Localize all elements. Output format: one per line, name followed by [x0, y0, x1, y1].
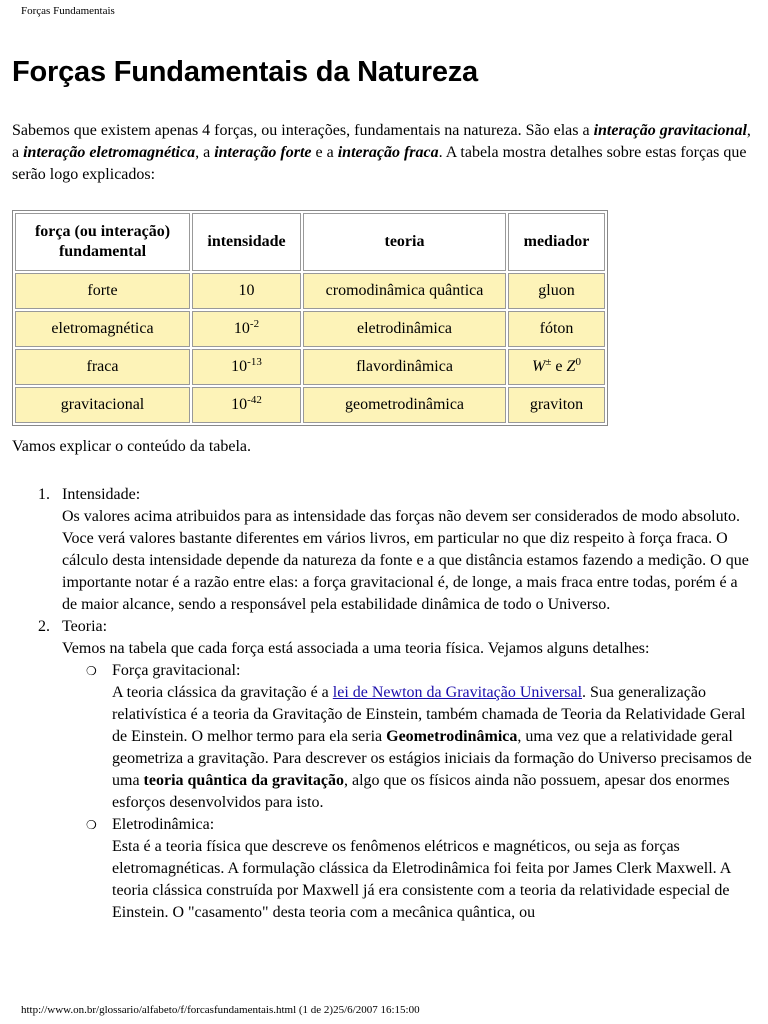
intro-text: . A tabela mostra detalhes sobre estas forças que serão logo explicados: — [12, 144, 747, 183]
footer-url: http://www.on.br/glossario/alfabeto/f/forcasfundamentais.html (1 de 2)25/6/2007 16:15:00 — [21, 1004, 420, 1016]
intro-bold-gravitational: interação gravitacional — [593, 122, 747, 139]
page-title: Forças Fundamentais da Natureza — [12, 56, 478, 88]
sub-bold-quantum-gravity: teoria quântica da gravitação — [143, 772, 344, 789]
list-item-title: Teoria: — [62, 618, 108, 635]
intro-text: e a — [311, 144, 338, 161]
header-mediator: mediador — [508, 213, 605, 271]
intro-bold-electromagnetic: interação eletromagnética — [23, 144, 196, 161]
intensity-base: 10 — [238, 282, 255, 299]
table-row — [15, 349, 605, 385]
forces-table — [12, 210, 608, 426]
cell-force: eletromagnética — [15, 311, 190, 347]
sub-item-text: Esta é a teoria física que descreve os fenômenos elétricos e magnéticos, ou seja as forças eletromagnéticas. A formulação clássica da Eletrodinâmica foi feita por James Clerk Maxwell. A teoria clássica construída por Maxwell já era consistente com a teoria da relatividade especial de Einstein. O "casamento" desta teoria com a mecânica quântica, ou — [112, 838, 731, 921]
cell-force: gravitacional — [15, 387, 190, 423]
table-row — [15, 311, 605, 347]
intro-text: , a — [195, 144, 215, 161]
list-number: 2. — [38, 618, 50, 635]
cell-theory: cromodinâmica quântica — [303, 273, 506, 309]
intensity-exponent: -42 — [247, 394, 262, 406]
header-title: Forças Fundamentais — [21, 5, 115, 17]
list-item-text: Os valores acima atribuidos para as intensidade das forças não devem ser considerados de modo absoluto. Voce verá valores bastante diferentes em vários livros, em particular no que diz respeito à força fraca. O cálculo desta intensidade depende da natureza da fonte e a que distância estamos fazendo a medição. O que importante notar é a razão entre elas: a força gravitacional é, de longe, a mais fraca entre todas, porém é a de maior alcance, sendo a responsável pela estabilidade dinâmica de todo o Universo. — [62, 508, 749, 613]
sub-item-electrodynamics — [62, 814, 754, 924]
list-item-intensity — [12, 484, 754, 616]
cell-intensity — [192, 349, 301, 385]
list-item-theory — [12, 616, 754, 924]
explain-text: Vamos explicar o conteúdo da tabela. — [12, 438, 252, 455]
cell-intensity — [192, 311, 301, 347]
cell-intensity — [192, 387, 301, 423]
sub-item-title: Eletrodinâmica: — [112, 816, 215, 833]
list-item-title: Intensidade: — [62, 486, 141, 503]
cell-mediator: graviton — [508, 387, 605, 423]
mediator-w: W — [532, 358, 546, 375]
cell-force: fraca — [15, 349, 190, 385]
cell-mediator: gluon — [508, 273, 605, 309]
intro-paragraph — [12, 120, 752, 186]
sub-text: A teoria clássica da gravitação é a — [112, 684, 333, 701]
header-intensity: intensidade — [192, 213, 301, 271]
cell-mediator: fóton — [508, 311, 605, 347]
mediator-z: Z — [566, 358, 576, 375]
cell-intensity — [192, 273, 301, 309]
cell-theory: eletrodinâmica — [303, 311, 506, 347]
intro-bold-strong: interação forte — [214, 144, 312, 161]
intensity-exponent: -2 — [249, 318, 260, 330]
mediator-and: e — [551, 358, 567, 375]
intro-text: , a — [12, 122, 751, 161]
intro-bold-weak: interação fraca — [337, 144, 439, 161]
cell-force: forte — [15, 273, 190, 309]
cell-theory: flavordinâmica — [303, 349, 506, 385]
cell-mediator — [508, 349, 605, 385]
sub-text: . Sua generalização relativística é a teoria da Gravitação de Einstein, também chamada de Teoria da Relatividade Geral de Einstein. O melhor termo para ela seria — [112, 684, 746, 745]
sub-item-gravitational — [62, 660, 754, 814]
cell-theory: geometrodinâmica — [303, 387, 506, 423]
list-item-text: Vemos na tabela que cada força está associada a uma teoria física. Vejamos alguns detalhes: — [62, 640, 650, 657]
intensity-base: 10 — [233, 320, 250, 337]
circle-bullet-icon: ❍ — [86, 818, 97, 832]
list-number: 1. — [38, 486, 50, 503]
table-row — [15, 387, 605, 423]
mediator-w-charge: ± — [545, 356, 552, 368]
theory-sub-list — [62, 660, 754, 924]
header-force: força (ou interação) fundamental — [15, 213, 190, 271]
mediator-z-charge: 0 — [575, 356, 581, 368]
circle-bullet-icon: ❍ — [86, 664, 97, 678]
table-row — [15, 273, 605, 309]
intensity-base: 10 — [231, 396, 248, 413]
sub-bold-geometrodynamics: Geometrodinâmica — [386, 728, 518, 745]
newton-gravitation-link[interactable]: lei de Newton da Gravitação Universal — [332, 684, 583, 701]
intro-text: Sabemos que existem apenas 4 forças, ou interações, fundamentais na natureza. São elas a — [12, 122, 594, 139]
sub-text: , algo que os físicos ainda não possuem, apesar dos enormes esforços desenvolvidos para isto. — [112, 772, 730, 811]
table-header-row — [15, 213, 605, 271]
header-theory: teoria — [303, 213, 506, 271]
sub-item-title: Força gravitacional: — [112, 662, 241, 679]
sub-text: , uma vez que a relatividade geral geometriza a gravitação. Para descrever os estágios iniciais da formação do Universo precisamos de uma — [112, 728, 752, 789]
explanation-list — [12, 484, 754, 924]
sub-item-text — [112, 682, 754, 814]
intensity-base: 10 — [231, 358, 248, 375]
intensity-exponent: -13 — [247, 356, 262, 368]
